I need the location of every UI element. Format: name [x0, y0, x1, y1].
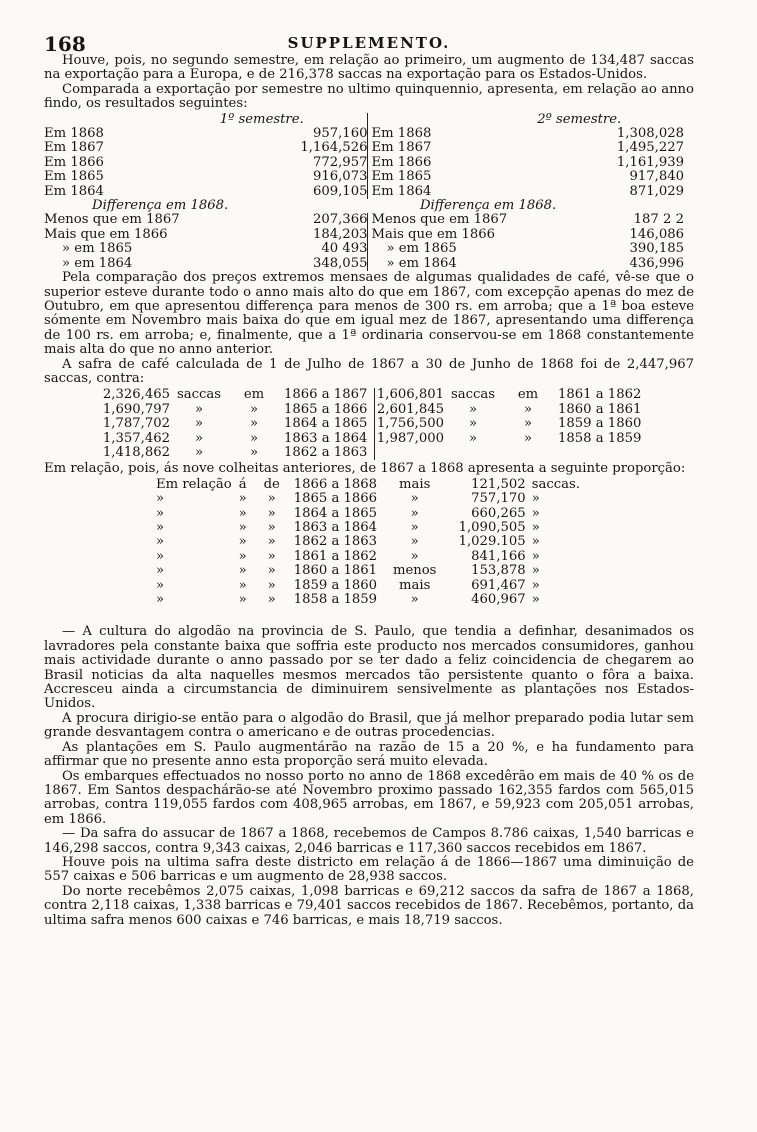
relation-de: » — [267, 548, 276, 564]
first-semester-value: 772,957 — [180, 156, 368, 170]
harvest-unit: » — [468, 430, 478, 446]
relation-de: » — [267, 505, 276, 521]
second-semester-value: 1,495,227 — [616, 140, 684, 156]
relation-unit: » — [531, 534, 540, 550]
proportion-row — [156, 579, 586, 593]
harvest-amount: 1,418,862 — [102, 444, 170, 460]
diff-label: Menos que em 1867 — [44, 212, 180, 228]
harvest-amount: 2,601,845 — [376, 401, 444, 417]
relation-value: 153,878 — [471, 563, 526, 579]
paragraph-prices: Pela comparação dos preços extremos mensaes de algumas qualidades de café, vê-se que o superior esteve durante todo o anno mais alto do que em 1867, com excepção apenas do mez de Outubro, em que apresentou differença para menos de 300 rs. em arroba; que a 1ª boa esteve sómente em Novembro mais baixa do que em igual mez de 1867, apresentando uma differença de 100 rs. em arroba; e, finalmente, que a 1ª ordinaria conservou-se em 1868 constantemente mais alta do que no anno anterior. — [44, 270, 694, 358]
paragraph-cotton-2: A procura dirigio-se então para o algodão do Brasil, que já melhor preparado podia lutar sem grande desvantagem contra o americano e de outras procedencias. — [44, 710, 694, 741]
proportion-row — [156, 521, 586, 535]
spacer-cell — [368, 113, 507, 127]
diff-label: Mais que em 1866 — [44, 226, 168, 242]
relation-a: » — [238, 592, 247, 608]
harvest-unit: » — [468, 416, 478, 432]
semester-header-row — [44, 113, 684, 127]
relation-a: á — [238, 476, 247, 492]
relation-unit: » — [531, 491, 540, 507]
harvest-amount: 1,987,000 — [376, 430, 444, 446]
relation-direction: menos — [392, 563, 437, 579]
relation-unit: saccas. — [531, 476, 580, 492]
year-label: Em 1866 — [44, 154, 104, 170]
relation-value: 460,967 — [471, 592, 526, 608]
relation-direction: » — [410, 534, 419, 550]
relation-a: » — [238, 534, 247, 550]
harvest-em: » — [249, 416, 259, 432]
relation-value: 1,090,505 — [458, 520, 526, 535]
diff-label: Menos que em 1867 — [371, 212, 508, 228]
diff-heading-left: Differença em 1868. — [92, 198, 229, 214]
second-semester-value: 1,308,028 — [616, 126, 684, 142]
relation-de: » — [267, 577, 276, 593]
paragraph-sugar-3: Do norte recebêmos 2,075 caixas, 1,098 barricas e 69,212 saccos da safra de 1867 a 1868, contra 2,118 caixas, 1,338 barricas e 79,401 saccos recebidos de 1867. Recebêmos, portanto, da ultima safra menos 600 caixas e 746 barricas, e mais 18,719 saccos. — [44, 883, 694, 928]
relation-label: » — [156, 534, 165, 550]
paragraph-intro-1: Houve, pois, no segundo semestre, em relação ao primeiro, um augmento de 134,487 saccas na exportação para a Europa, e de 216,378 saccas na exportação para os Estados-Unidos. — [44, 53, 694, 83]
harvest-em: » — [523, 401, 533, 417]
diff-value: 40 493 — [180, 242, 368, 256]
harvest-em — [502, 446, 554, 460]
relation-a: » — [238, 491, 247, 507]
relation-de: » — [267, 592, 276, 608]
harvest-period: 1864 a 1865 — [280, 417, 374, 431]
relation-direction: mais — [399, 476, 431, 492]
harvest-period: 1862 a 1863 — [280, 446, 374, 460]
page-header — [44, 28, 694, 54]
harvest-em: » — [523, 430, 533, 446]
harvest-unit: saccas — [176, 387, 222, 403]
paragraph-cotton-3: As plantações em S. Paulo augmentárão na razão de 15 a 20 %, e ha fundamento para affirmar que no presente anno esta proporção será muito elevada. — [44, 739, 694, 770]
harvest-row — [100, 388, 648, 402]
harvest-amount: 1,690,797 — [102, 401, 170, 417]
relation-period: 1865 a 1866 — [293, 491, 378, 507]
harvest-amount: 1,787,702 — [102, 416, 170, 432]
harvest-unit: saccas — [450, 387, 496, 403]
diff-label: » em 1865 — [386, 241, 457, 257]
relation-unit: » — [531, 520, 540, 535]
year-label: Em 1866 — [371, 154, 432, 170]
year-label: Em 1865 — [44, 169, 104, 185]
harvest-em: » — [523, 416, 533, 432]
harvest-em: em — [517, 387, 539, 403]
relation-period: 1862 a 1863 — [293, 534, 378, 550]
harvest-period: 1859 a 1860 — [558, 416, 642, 432]
proportion-row — [156, 535, 586, 549]
relation-a: » — [238, 563, 247, 579]
harvest-period: 1860 a 1861 — [558, 401, 642, 417]
harvest-unit: » — [194, 430, 204, 446]
diff-value: 436,996 — [629, 255, 684, 271]
semester-row — [44, 185, 684, 199]
proportion-row — [156, 550, 586, 564]
harvest-unit: » — [194, 401, 204, 417]
diff-value: 348,055 — [180, 257, 368, 271]
relation-label: » — [156, 563, 165, 579]
spacer-cell — [44, 113, 180, 127]
relation-unit: » — [531, 505, 540, 521]
harvest-amount: 1,357,462 — [102, 430, 170, 446]
relation-a: » — [238, 548, 247, 564]
relation-value: 691,467 — [471, 577, 526, 593]
relation-direction: mais — [399, 577, 431, 593]
relation-label: » — [156, 592, 165, 608]
second-semester-value: 917,840 — [629, 169, 684, 185]
year-label: Em 1864 — [44, 183, 104, 199]
harvest-em: » — [249, 401, 259, 417]
proportion-row — [156, 478, 586, 492]
second-semester-heading: 2º semestre. — [537, 111, 622, 127]
difference-header-row — [44, 199, 684, 213]
harvest-period: 1866 a 1867 — [280, 388, 374, 402]
harvest-em: » — [249, 444, 259, 460]
relation-value: 121,502 — [471, 476, 526, 492]
harvest-row — [100, 417, 648, 431]
harvest-period: 1861 a 1862 — [558, 387, 642, 403]
relation-label: » — [156, 491, 165, 507]
harvest-unit: » — [194, 444, 204, 460]
paragraph-sugar-1: — Da safra do assucar de 1867 a 1868, recebemos de Campos 8.786 caixas, 1,540 barricas e 146,298 saccos, contra 9,343 caixas, 2,046 barricas e 117,360 saccos recebidos em 1867. — [44, 826, 694, 856]
year-label: Em 1864 — [371, 183, 432, 199]
relation-value: 660,265 — [471, 505, 526, 521]
semester-row — [44, 141, 684, 155]
relation-label: Em relação — [156, 476, 232, 492]
year-label: Em 1867 — [371, 140, 432, 156]
relation-de: » — [267, 520, 276, 535]
harvest-amount: 1,606,801 — [376, 387, 444, 403]
diff-label: Mais que em 1866 — [371, 226, 496, 242]
difference-row — [44, 228, 684, 242]
relation-period: 1859 a 1860 — [293, 577, 378, 593]
relation-direction: » — [410, 548, 419, 564]
semester-row — [44, 156, 684, 170]
harvest-period: 1865 a 1866 — [280, 403, 374, 417]
first-semester-value: 1,164,526 — [180, 141, 368, 155]
year-label: Em 1867 — [44, 140, 104, 156]
relation-de: de — [263, 476, 280, 492]
relation-unit: » — [531, 592, 540, 608]
semester-export-table — [44, 113, 684, 271]
relation-de: » — [267, 563, 276, 579]
harvest-unit: » — [468, 401, 478, 417]
paragraph-sugar-2: Houve pois na ultima safra deste districto em relação á de 1866—1867 uma diminuição de 557 caixas e 506 barricas e um augmento de 28,938 saccos. — [44, 854, 694, 885]
paragraph-cotton-1: — A cultura do algodão na provincia de S. Paulo, que tendia a definhar, desanimados os lavradores pela constante baixa que soffria este producto nos mercados consumidores, ganhou mais actividade durante o anno passado por se ter dado a feliz coincidencia de chegarem ao Brasil noticias da alta naquelles mesmos mercados tão persistente quanto o fôra a baixa. Accresceu ainda a circumstancia de diminuirem sensivelmente as plantações nos Estados-Unidos. — [44, 624, 694, 712]
relation-label: » — [156, 577, 165, 593]
diff-value: 146,086 — [629, 226, 684, 242]
difference-row — [44, 242, 684, 256]
harvest-row — [100, 432, 648, 446]
diff-value: 184,203 — [180, 228, 368, 242]
first-semester-value: 609,105 — [180, 185, 368, 199]
difference-row — [44, 213, 684, 227]
relation-unit: » — [531, 563, 540, 579]
paragraph-intro-2: Comparada a exportação por semestre no ultimo quinquennio, apresenta, em relação ao anno findo, os resultados seguintes: — [44, 81, 694, 112]
semester-row — [44, 127, 684, 141]
first-semester-value: 916,073 — [180, 170, 368, 184]
paragraph-harvest: A safra de café calculada de 1 de Julho de 1867 a 30 de Junho de 1868 foi de 2,447,967 saccas, contra: — [44, 356, 694, 386]
page-title: SUPPLEMENTO. — [287, 34, 451, 52]
year-label: Em 1865 — [371, 169, 432, 185]
relation-value: 1,029.105 — [458, 534, 526, 550]
harvest-period: 1863 a 1864 — [280, 432, 374, 446]
relation-period: 1863 a 1864 — [293, 520, 378, 535]
relation-de: » — [267, 534, 276, 550]
harvest-period — [554, 446, 648, 460]
difference-row — [44, 257, 684, 271]
diff-value: 390,185 — [629, 241, 684, 257]
relation-direction: » — [410, 505, 419, 521]
harvest-row — [100, 446, 648, 460]
relation-de: » — [267, 491, 276, 507]
paragraph-cotton-4: Os embarques effectuados no nosso porto no anno de 1868 excedêrão em mais de 40 % os de 1867. Em Santos despachárão-se até Novembro proximo passado 162,355 fardos com 565,015 arrobas, contra 119,055 fardos com 408,965 arrobas, em 1867, e 59,923 com 205,051 arrobas, em 1866. — [44, 768, 694, 827]
diff-label: » em 1864 — [386, 255, 457, 271]
relation-period: 1864 a 1865 — [293, 505, 378, 521]
semester-row — [44, 170, 684, 184]
harvest-em: em — [243, 387, 265, 403]
relation-direction: » — [410, 520, 419, 535]
relation-unit: » — [531, 548, 540, 564]
diff-heading-right: Differença em 1868. — [419, 198, 557, 214]
proportion-row — [156, 492, 586, 506]
relation-period: 1858 a 1859 — [293, 592, 378, 608]
relation-unit: » — [531, 577, 540, 593]
harvest-amount — [374, 446, 444, 460]
harvest-amount: 1,756,500 — [376, 416, 444, 432]
harvest-row — [100, 403, 648, 417]
harvest-period: 1858 a 1859 — [558, 430, 642, 446]
harvest-em: » — [249, 430, 259, 446]
proportion-row — [156, 564, 586, 578]
diff-label: » em 1864 — [62, 255, 133, 271]
relation-period: 1861 a 1862 — [293, 548, 378, 564]
first-semester-value: 957,160 — [180, 127, 368, 141]
relation-value: 757,170 — [471, 491, 526, 507]
relation-direction: » — [410, 491, 419, 507]
relation-label: » — [156, 548, 165, 564]
relation-value: 841,166 — [471, 548, 526, 564]
page-number: 168 — [44, 32, 86, 56]
harvest-table — [100, 388, 648, 460]
year-label: Em 1868 — [371, 126, 432, 142]
diff-value: 207,366 — [180, 213, 368, 227]
year-label: Em 1868 — [44, 126, 104, 142]
proportion-table — [156, 478, 586, 608]
relation-a: » — [238, 577, 247, 593]
second-semester-value: 1,161,939 — [616, 154, 684, 170]
relation-direction: » — [410, 592, 419, 608]
harvest-amount: 2,326,465 — [102, 387, 170, 403]
proportion-row — [156, 507, 586, 521]
document-page — [44, 28, 694, 928]
relation-a: » — [238, 505, 247, 521]
second-semester-value: 871,029 — [629, 183, 684, 199]
diff-value: 187 2 2 — [633, 212, 684, 228]
relation-a: » — [238, 520, 247, 535]
proportion-row — [156, 593, 586, 607]
first-semester-heading: 1º semestre. — [180, 113, 368, 127]
relation-period: 1866 a 1868 — [293, 476, 378, 492]
harvest-unit: » — [194, 416, 204, 432]
harvest-unit — [444, 446, 502, 460]
relation-period: 1860 a 1861 — [293, 563, 378, 579]
diff-label: » em 1865 — [62, 241, 133, 257]
relation-label: » — [156, 520, 165, 535]
relation-label: » — [156, 505, 165, 521]
paragraph-proportion: Em relação, pois, ás nove colheitas anteriores, de 1867 a 1868 apresenta a seguinte proporção: — [44, 461, 686, 477]
